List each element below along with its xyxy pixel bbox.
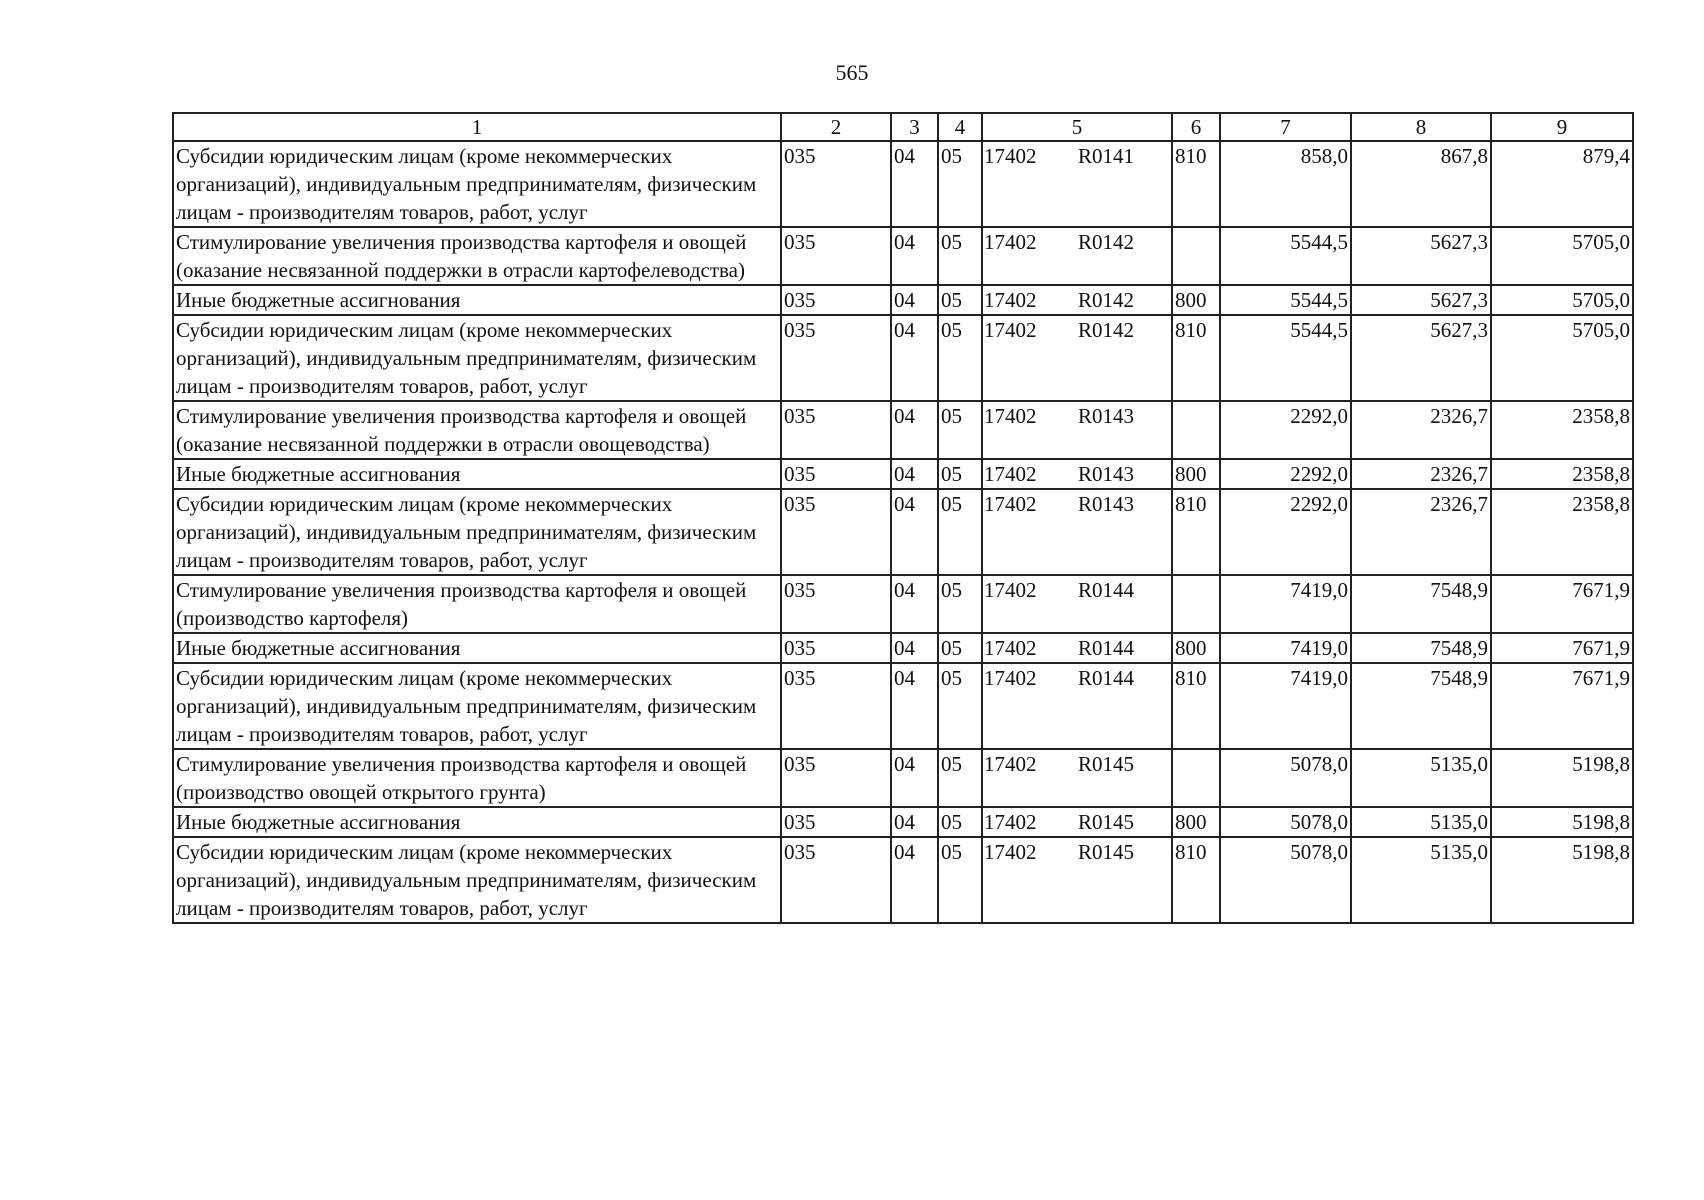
expense-type	[1172, 227, 1220, 285]
program-code: 17402	[984, 144, 1037, 168]
table-row	[173, 285, 1633, 315]
section-code: 04	[891, 285, 938, 315]
header-cell: 7	[1220, 113, 1351, 141]
expense-type: 800	[1172, 633, 1220, 663]
program-code: 17402	[984, 288, 1037, 312]
section-code: 04	[891, 227, 938, 285]
section-code: 04	[891, 459, 938, 489]
subsection-code: 05	[938, 837, 982, 923]
section-code: 04	[891, 749, 938, 807]
table-row	[173, 315, 1633, 401]
amount-col-7: 5078,0	[1220, 749, 1351, 807]
program-code: 17402	[984, 636, 1037, 660]
amount-col-9: 5705,0	[1491, 227, 1633, 285]
program-code: 17402	[984, 404, 1037, 428]
table-row	[173, 633, 1633, 663]
direction-code: R0143	[1078, 404, 1135, 428]
target-article	[982, 837, 1172, 923]
amount-col-8: 5627,3	[1351, 227, 1491, 285]
budget-table	[172, 112, 1634, 924]
direction-code: R0141	[1078, 144, 1135, 168]
amount-col-8: 5135,0	[1351, 837, 1491, 923]
amount-col-9: 5198,8	[1491, 807, 1633, 837]
ministry-code: 035	[781, 807, 891, 837]
direction-code: R0144	[1078, 666, 1135, 690]
amount-col-7: 5078,0	[1220, 807, 1351, 837]
amount-col-7: 7419,0	[1220, 663, 1351, 749]
target-article	[982, 227, 1172, 285]
expense-type: 810	[1172, 837, 1220, 923]
subsection-code: 05	[938, 459, 982, 489]
row-name: Стимулирование увеличения производства картофеля и овощей (оказание несвязанной поддержки в отрасли овощеводства)	[173, 401, 781, 459]
table-row	[173, 401, 1633, 459]
amount-col-9: 879,4	[1491, 141, 1633, 227]
section-code: 04	[891, 837, 938, 923]
direction-code: R0142	[1078, 288, 1135, 312]
amount-col-9: 5705,0	[1491, 315, 1633, 401]
section-code: 04	[891, 807, 938, 837]
subsection-code: 05	[938, 315, 982, 401]
section-code: 04	[891, 315, 938, 401]
amount-col-9: 5705,0	[1491, 285, 1633, 315]
row-name: Иные бюджетные ассигнования	[173, 807, 781, 837]
subsection-code: 05	[938, 663, 982, 749]
target-article	[982, 663, 1172, 749]
header-cell: 2	[781, 113, 891, 141]
ministry-code: 035	[781, 489, 891, 575]
table-row	[173, 459, 1633, 489]
amount-col-8: 5627,3	[1351, 315, 1491, 401]
table-row	[173, 141, 1633, 227]
ministry-code: 035	[781, 315, 891, 401]
expense-type: 800	[1172, 807, 1220, 837]
subsection-code: 05	[938, 575, 982, 633]
expense-type: 810	[1172, 489, 1220, 575]
amount-col-9: 7671,9	[1491, 633, 1633, 663]
ministry-code: 035	[781, 663, 891, 749]
program-code: 17402	[984, 318, 1037, 342]
row-name: Субсидии юридическим лицам (кроме некоммерческих организаций), индивидуальным предпринимателям, физическим лицам - производителям товаров, работ, услуг	[173, 315, 781, 401]
ministry-code: 035	[781, 749, 891, 807]
subsection-code: 05	[938, 807, 982, 837]
target-article	[982, 285, 1172, 315]
table-row	[173, 489, 1633, 575]
header-cell: 4	[938, 113, 982, 141]
direction-code: R0145	[1078, 840, 1135, 864]
ministry-code: 035	[781, 633, 891, 663]
ministry-code: 035	[781, 401, 891, 459]
table-row	[173, 807, 1633, 837]
expense-type	[1172, 749, 1220, 807]
amount-col-7: 2292,0	[1220, 489, 1351, 575]
expense-type	[1172, 401, 1220, 459]
amount-col-8: 2326,7	[1351, 401, 1491, 459]
row-name: Иные бюджетные ассигнования	[173, 285, 781, 315]
direction-code: R0142	[1078, 230, 1135, 254]
amount-col-8: 5135,0	[1351, 807, 1491, 837]
amount-col-9: 7671,9	[1491, 575, 1633, 633]
row-name: Стимулирование увеличения производства картофеля и овощей (оказание несвязанной поддержки в отрасли картофелеводства)	[173, 227, 781, 285]
header-cell: 6	[1172, 113, 1220, 141]
subsection-code: 05	[938, 401, 982, 459]
expense-type	[1172, 575, 1220, 633]
target-article	[982, 401, 1172, 459]
ministry-code: 035	[781, 837, 891, 923]
section-code: 04	[891, 489, 938, 575]
direction-code: R0144	[1078, 578, 1135, 602]
table-row	[173, 837, 1633, 923]
row-name: Стимулирование увеличения производства картофеля и овощей (производство картофеля)	[173, 575, 781, 633]
ministry-code: 035	[781, 459, 891, 489]
header-cell: 1	[173, 113, 781, 141]
subsection-code: 05	[938, 489, 982, 575]
subsection-code: 05	[938, 749, 982, 807]
row-name: Субсидии юридическим лицам (кроме некоммерческих организаций), индивидуальным предпринимателям, физическим лицам - производителям товаров, работ, услуг	[173, 141, 781, 227]
ministry-code: 035	[781, 141, 891, 227]
direction-code: R0145	[1078, 810, 1135, 834]
amount-col-8: 867,8	[1351, 141, 1491, 227]
subsection-code: 05	[938, 633, 982, 663]
target-article	[982, 807, 1172, 837]
program-code: 17402	[984, 666, 1037, 690]
ministry-code: 035	[781, 575, 891, 633]
target-article	[982, 459, 1172, 489]
amount-col-9: 5198,8	[1491, 749, 1633, 807]
target-article	[982, 315, 1172, 401]
subsection-code: 05	[938, 227, 982, 285]
target-article	[982, 749, 1172, 807]
row-name: Субсидии юридическим лицам (кроме некоммерческих организаций), индивидуальным предпринимателям, физическим лицам - производителям товаров, работ, услуг	[173, 837, 781, 923]
header-cell: 8	[1351, 113, 1491, 141]
table-row	[173, 227, 1633, 285]
amount-col-8: 2326,7	[1351, 459, 1491, 489]
expense-type: 800	[1172, 285, 1220, 315]
amount-col-9: 2358,8	[1491, 459, 1633, 489]
amount-col-8: 5627,3	[1351, 285, 1491, 315]
program-code: 17402	[984, 752, 1037, 776]
amount-col-7: 7419,0	[1220, 633, 1351, 663]
row-name: Иные бюджетные ассигнования	[173, 459, 781, 489]
target-article	[982, 141, 1172, 227]
row-name: Субсидии юридическим лицам (кроме некоммерческих организаций), индивидуальным предпринимателям, физическим лицам - производителям товаров, работ, услуг	[173, 489, 781, 575]
direction-code: R0145	[1078, 752, 1135, 776]
section-code: 04	[891, 633, 938, 663]
direction-code: R0143	[1078, 492, 1135, 516]
target-article	[982, 633, 1172, 663]
direction-code: R0144	[1078, 636, 1135, 660]
amount-col-7: 5544,5	[1220, 227, 1351, 285]
subsection-code: 05	[938, 285, 982, 315]
amount-col-8: 7548,9	[1351, 633, 1491, 663]
amount-col-9: 7671,9	[1491, 663, 1633, 749]
table-row	[173, 663, 1633, 749]
amount-col-8: 7548,9	[1351, 575, 1491, 633]
amount-col-9: 5198,8	[1491, 837, 1633, 923]
expense-type: 810	[1172, 315, 1220, 401]
amount-col-7: 5544,5	[1220, 285, 1351, 315]
row-name: Стимулирование увеличения производства картофеля и овощей (производство овощей открытого грунта)	[173, 749, 781, 807]
row-name: Иные бюджетные ассигнования	[173, 633, 781, 663]
header-row	[173, 113, 1633, 141]
target-article	[982, 575, 1172, 633]
amount-col-9: 2358,8	[1491, 401, 1633, 459]
amount-col-7: 2292,0	[1220, 459, 1351, 489]
header-cell: 9	[1491, 113, 1633, 141]
program-code: 17402	[984, 230, 1037, 254]
header-cell: 3	[891, 113, 938, 141]
table-row	[173, 749, 1633, 807]
amount-col-8: 5135,0	[1351, 749, 1491, 807]
section-code: 04	[891, 401, 938, 459]
direction-code: R0142	[1078, 318, 1135, 342]
program-code: 17402	[984, 492, 1037, 516]
ministry-code: 035	[781, 285, 891, 315]
amount-col-7: 2292,0	[1220, 401, 1351, 459]
amount-col-7: 5544,5	[1220, 315, 1351, 401]
target-article	[982, 489, 1172, 575]
section-code: 04	[891, 141, 938, 227]
program-code: 17402	[984, 578, 1037, 602]
section-code: 04	[891, 663, 938, 749]
program-code: 17402	[984, 840, 1037, 864]
amount-col-7: 858,0	[1220, 141, 1351, 227]
expense-type: 810	[1172, 141, 1220, 227]
row-name: Субсидии юридическим лицам (кроме некоммерческих организаций), индивидуальным предпринимателям, физическим лицам - производителям товаров, работ, услуг	[173, 663, 781, 749]
page-number: 565	[835, 60, 869, 85]
ministry-code: 035	[781, 227, 891, 285]
header-cell: 5	[982, 113, 1172, 141]
direction-code: R0143	[1078, 462, 1135, 486]
program-code: 17402	[984, 810, 1037, 834]
amount-col-7: 5078,0	[1220, 837, 1351, 923]
amount-col-8: 2326,7	[1351, 489, 1491, 575]
table-row	[173, 575, 1633, 633]
expense-type: 810	[1172, 663, 1220, 749]
program-code: 17402	[984, 462, 1037, 486]
subsection-code: 05	[938, 141, 982, 227]
amount-col-7: 7419,0	[1220, 575, 1351, 633]
expense-type: 800	[1172, 459, 1220, 489]
amount-col-8: 7548,9	[1351, 663, 1491, 749]
amount-col-9: 2358,8	[1491, 489, 1633, 575]
section-code: 04	[891, 575, 938, 633]
